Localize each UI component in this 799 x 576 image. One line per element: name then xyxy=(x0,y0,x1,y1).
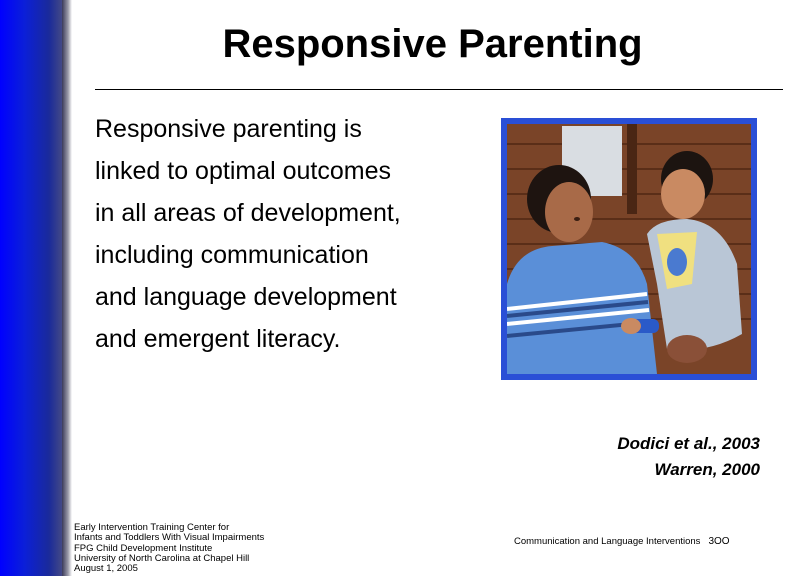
sidebar-shadow-edge xyxy=(62,0,72,576)
citation-line: Warren, 2000 xyxy=(654,460,760,479)
footer-line: Early Intervention Training Center for xyxy=(74,522,230,533)
body-line: including communication xyxy=(95,241,369,269)
mother-and-child-photo xyxy=(507,124,751,374)
photo-frame xyxy=(501,118,757,380)
page-number: 3OO xyxy=(708,536,730,547)
blue-sidebar-bar xyxy=(0,0,70,576)
title-divider xyxy=(95,89,783,90)
body-line: linked to optimal outcomes xyxy=(95,157,391,185)
footer-line: FPG Child Development Institute xyxy=(74,542,213,554)
body-line: and emergent literacy. xyxy=(95,325,341,353)
footer-line: University of North Carolina at Chapel Hill xyxy=(74,552,250,564)
footer-course-label: Communication and Language Interventions xyxy=(514,536,701,547)
body-line: and language development xyxy=(95,283,397,311)
citation-line: Dodici et al., 2003 xyxy=(617,434,760,453)
citations xyxy=(617,431,760,483)
footer-organization xyxy=(74,523,264,574)
footer-line: August 1, 2005 xyxy=(74,563,138,575)
body-text xyxy=(95,108,475,360)
body-line: Responsive parenting is xyxy=(95,115,362,143)
footer-course xyxy=(514,536,730,547)
slide-title: Responsive Parenting xyxy=(222,22,643,66)
body-line: in all areas of development, xyxy=(95,199,401,227)
footer-line: Infants and Toddlers With Visual Impairments xyxy=(74,532,265,544)
